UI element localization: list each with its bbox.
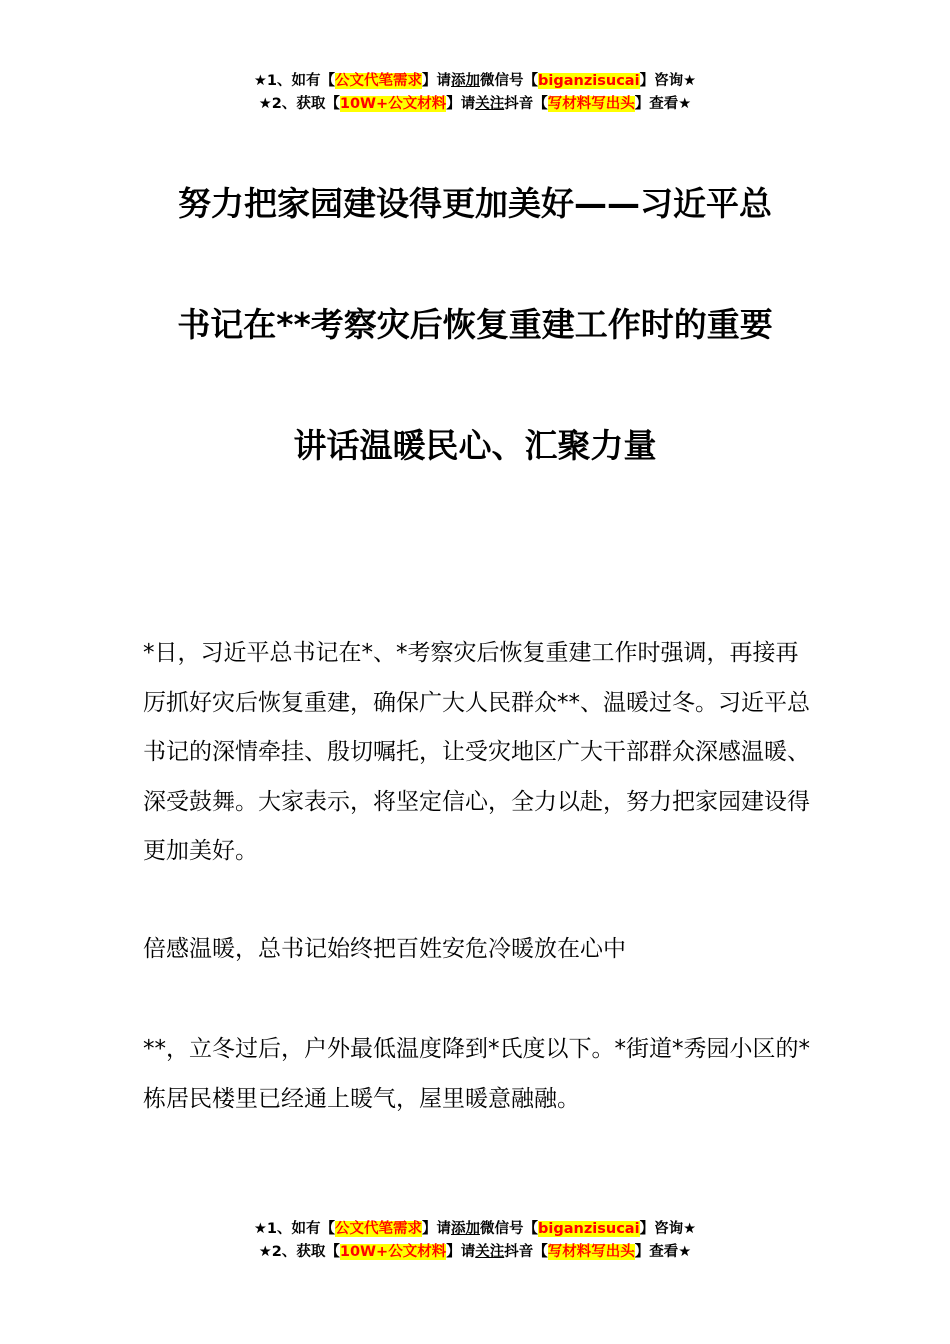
- promo-text: 】请: [446, 1244, 476, 1260]
- promo-highlight: 公文代笔需求: [335, 73, 423, 89]
- promo-line-1: [0, 1218, 950, 1241]
- promo-highlight: 10W+公文材料: [339, 96, 447, 112]
- promo-highlight: biganzisucai: [538, 1221, 640, 1237]
- promo-text: 抖音【: [504, 96, 548, 112]
- body-paragraph-3: **，立冬过后，户外最低温度降到*氏度以下。*街道*秀园小区的*栋居民楼里已经通上暖气，屋里暖意融融。: [143, 1036, 810, 1112]
- header-promo-banner: [0, 70, 950, 116]
- title-line: 讲话温暖民心、汇聚力量: [293, 426, 657, 465]
- promo-text: ★2、获取【: [258, 1244, 340, 1260]
- promo-text: 】请: [446, 96, 476, 112]
- promo-text: 】查看★: [634, 96, 692, 112]
- section-heading-paragraph: 倍感温暖，总书记始终把百姓安危冷暖放在心中: [143, 936, 626, 962]
- promo-text: 微信号【: [480, 1221, 539, 1237]
- promo-line-2: [0, 1241, 950, 1264]
- promo-underlined-text: 添加: [451, 1221, 481, 1237]
- promo-highlight: 写材料写出头: [547, 1244, 635, 1260]
- title-line: 书记在**考察灾后恢复重建工作时的重要: [177, 305, 773, 344]
- promo-highlight: 10W+公文材料: [339, 1244, 447, 1260]
- promo-underlined-text: 关注: [475, 96, 505, 112]
- promo-text: ★1、如有【: [253, 1221, 336, 1237]
- promo-text: 】咨询★: [639, 1221, 697, 1237]
- title-line: 努力把家园建设得更加美好——习近平总: [178, 184, 772, 223]
- promo-text: 】查看★: [634, 1244, 692, 1260]
- promo-highlight: biganzisucai: [538, 73, 640, 89]
- body-paragraph-1: *日，习近平总书记在*、*考察灾后恢复重建工作时强调，再接再厉抓好灾后恢复重建，确保广大人民群众**、温暖过冬。习近平总书记的深情牵挂、殷切嘱托，让受灾地区广大干部群众深感温暖、深受鼓舞。大家表示，将坚定信心，全力以赴，努力把家园建设得更加美好。: [143, 640, 810, 864]
- promo-line-2: [0, 93, 950, 116]
- promo-highlight: 公文代笔需求: [335, 1221, 423, 1237]
- promo-text: 】请: [422, 1221, 452, 1237]
- promo-text: 抖音【: [504, 1244, 548, 1260]
- promo-line-1: [0, 70, 950, 93]
- document-title: [110, 143, 840, 506]
- promo-text: ★1、如有【: [253, 73, 336, 89]
- promo-underlined-text: 添加: [451, 73, 481, 89]
- promo-highlight: 写材料写出头: [547, 96, 635, 112]
- footer-promo-banner: [0, 1218, 950, 1264]
- promo-text: 微信号【: [480, 73, 539, 89]
- promo-text: ★2、获取【: [258, 96, 340, 112]
- promo-text: 】请: [422, 73, 452, 89]
- promo-text: 】咨询★: [639, 73, 697, 89]
- promo-underlined-text: 关注: [475, 1244, 505, 1260]
